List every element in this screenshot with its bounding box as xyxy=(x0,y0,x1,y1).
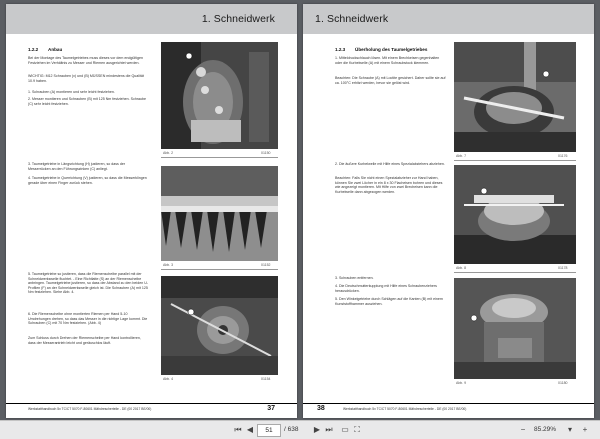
step-5: 5. Den Winkelgetriebe durch Schlägen auf die Kanten (B) mit einem Kunststoffhammer ausziehen. xyxy=(335,297,443,306)
intro-text: Bei der Montage des Taumelgetriebes muss dieses vor dem endgültigen Festziehen im Verhältnis zu Messer und Riemen ausgerichtet werden. xyxy=(28,56,143,65)
page-header-band xyxy=(6,4,297,34)
step-1: 1. Mitteldruckschlauch lösen. Mit einem Brechkeisen gegenhalten oder die Kurbelwelle (A) mit einem Schraubstock klemmen. xyxy=(335,56,440,65)
step-2: 2. Die äußere Kurbelwelle mit Hilfe eines Spezialabziehers abziehen. xyxy=(335,162,445,166)
section-title: Anbau xyxy=(48,47,63,52)
figure-9-caption: Abb. 9 xyxy=(456,381,467,385)
step-1: 1. Schrauben (A) montieren und sehr leicht festziehen. xyxy=(28,90,115,94)
figure-4-number: 01154 xyxy=(261,377,271,381)
page-number: 37 xyxy=(267,405,275,412)
section-title: Überholung des Taumelgetriebes xyxy=(355,47,428,52)
figure-2-photo xyxy=(161,42,278,149)
step-5: 5. Taumelgetriebe so justieren, dass die Riemenscheibe parallel mit der Schneidwerkswelle fluchtet. - Eine Richtlatte (S) an der Riemenscheibe anbringen. Taumelgetriebe justieren, so dass der Abstand zu den beiden U-Profilen (F) an der Schneidwerkswelle gleich ist. Die Schrauben (A) mit 125 Nm festziehen. Siehe Abb. 4. xyxy=(28,272,149,295)
page-title: 1. Schneidwerk xyxy=(201,13,275,25)
divider xyxy=(454,160,576,161)
final-check-text: Zum Schluss durch Drehen der Riemenscheibe per Hand kontrollieren, dass der Messerantrieb leicht und geräuschlos läuft. xyxy=(28,336,141,345)
figure-4-photo xyxy=(161,276,278,375)
page-header-band xyxy=(303,4,594,34)
last-page-button[interactable]: ⏭ xyxy=(325,425,333,434)
previous-page-button[interactable]: ◀ xyxy=(246,425,254,434)
viewer-toolbar xyxy=(0,420,600,439)
figure-4-caption: Abb. 4 xyxy=(163,377,174,381)
figure-9-number: 01180 xyxy=(558,381,568,385)
zoom-dropdown-icon[interactable]: ▾ xyxy=(567,425,572,434)
total-pages-label: / 638 xyxy=(284,426,299,433)
section-number: 1.2.3 xyxy=(335,47,346,52)
page-number-input[interactable] xyxy=(257,424,281,437)
figure-3-number: 01152 xyxy=(261,263,271,267)
figure-7-number: 01176 xyxy=(558,154,568,158)
step-4: 4. Die Deutschmutterkupplung mit Hilfe eines Schraubenziehers herausdrücken. xyxy=(335,284,437,293)
page-37 xyxy=(6,4,297,418)
figure-7-caption: Abb. 7 xyxy=(456,154,467,158)
figure-2-number: 01150 xyxy=(261,151,271,155)
first-page-button[interactable]: ⏮ xyxy=(234,425,242,434)
figure-8-photo xyxy=(454,165,576,264)
figure-7-photo xyxy=(454,42,576,152)
page-footer xyxy=(303,403,594,418)
page-layout-icon[interactable]: ▭ xyxy=(341,425,349,434)
figure-3-caption: Abb. 3 xyxy=(163,263,174,267)
figure-8-number: 01178 xyxy=(558,266,568,270)
figure-9-photo xyxy=(454,278,576,379)
step-6: 6. Die Riemenscheibe ohne montierten Riemen per Hand 5-10 Umdrehungen drehen, so dass das Messer in die richtige Lage kommt. Die Schrauben (C) mit 70 Nm festziehen. (Abb. 4) xyxy=(28,312,148,326)
figure-8-caption: Abb. 8 xyxy=(456,266,467,270)
step-3: 3. Schrauben entfernen. xyxy=(335,276,374,280)
page-title: 1. Schneidwerk xyxy=(315,13,389,25)
step-2: 2. Messer montieren und Schrauben (B) mit 125 Nm festziehen. Schraube (C) sehr leicht festziehen. xyxy=(28,97,147,106)
section-number: 1.2.2 xyxy=(28,47,39,52)
step-3: 3. Taumelgetriebe in Längsrichtung (H) justieren, so dass der Messerrücken an den Führungszinken (C) anliegt. xyxy=(28,162,126,171)
divider xyxy=(161,269,278,270)
page-footer xyxy=(6,403,297,418)
footer-text: Werkstatthandbuch 5x TC/CT 5070 F-80601 Mähdrescherteile - DE (00 2017 BE/00) xyxy=(28,407,152,411)
warning-text: WICHTIG: M12 Schrauben (x) und (B) MÜSSEN mindestens die Qualität 10.9 haben. xyxy=(28,74,144,83)
page-number: 38 xyxy=(317,405,325,412)
figure-3-photo xyxy=(161,166,278,261)
next-page-button[interactable]: ▶ xyxy=(313,425,321,434)
note-1: Beachten: Die Schraube (A) mit Loctite gesichert. Daher sollte sie auf ca. 100°C erhitzt werden, bevor sie gelöst wird. xyxy=(335,76,446,85)
fit-page-icon[interactable]: ⛶ xyxy=(354,425,360,434)
step-4: 4. Taumelgetriebe in Querrichtung (V) justieren, so dass die Messerklingen gerade über einen Finger zurück stehen. xyxy=(28,176,147,185)
zoom-out-button[interactable]: − xyxy=(520,425,526,434)
page-38 xyxy=(303,4,594,418)
zoom-level: 85.29% xyxy=(534,426,557,433)
note-2: Beachten: Falls Sie nicht einen Spezialabzieher zur Hand haben, können Sie zwei Löcher in ein 8 x 30 Flacheisen bohren und dieses wie angezeigt montieren. Mit Hilfe von zwei Brecheisen kann die Kurbelwelle dann abgezogen werden. xyxy=(335,176,443,194)
footer-text: Werkstatthandbuch 5x TC/CT 5070 F-80601 Mähdrescherteile - DE (00 2017 BE/00) xyxy=(343,407,467,411)
divider xyxy=(454,272,576,273)
divider xyxy=(161,157,278,158)
figure-2-caption: Abb. 2 xyxy=(163,151,174,155)
zoom-in-button[interactable]: + xyxy=(582,425,588,434)
